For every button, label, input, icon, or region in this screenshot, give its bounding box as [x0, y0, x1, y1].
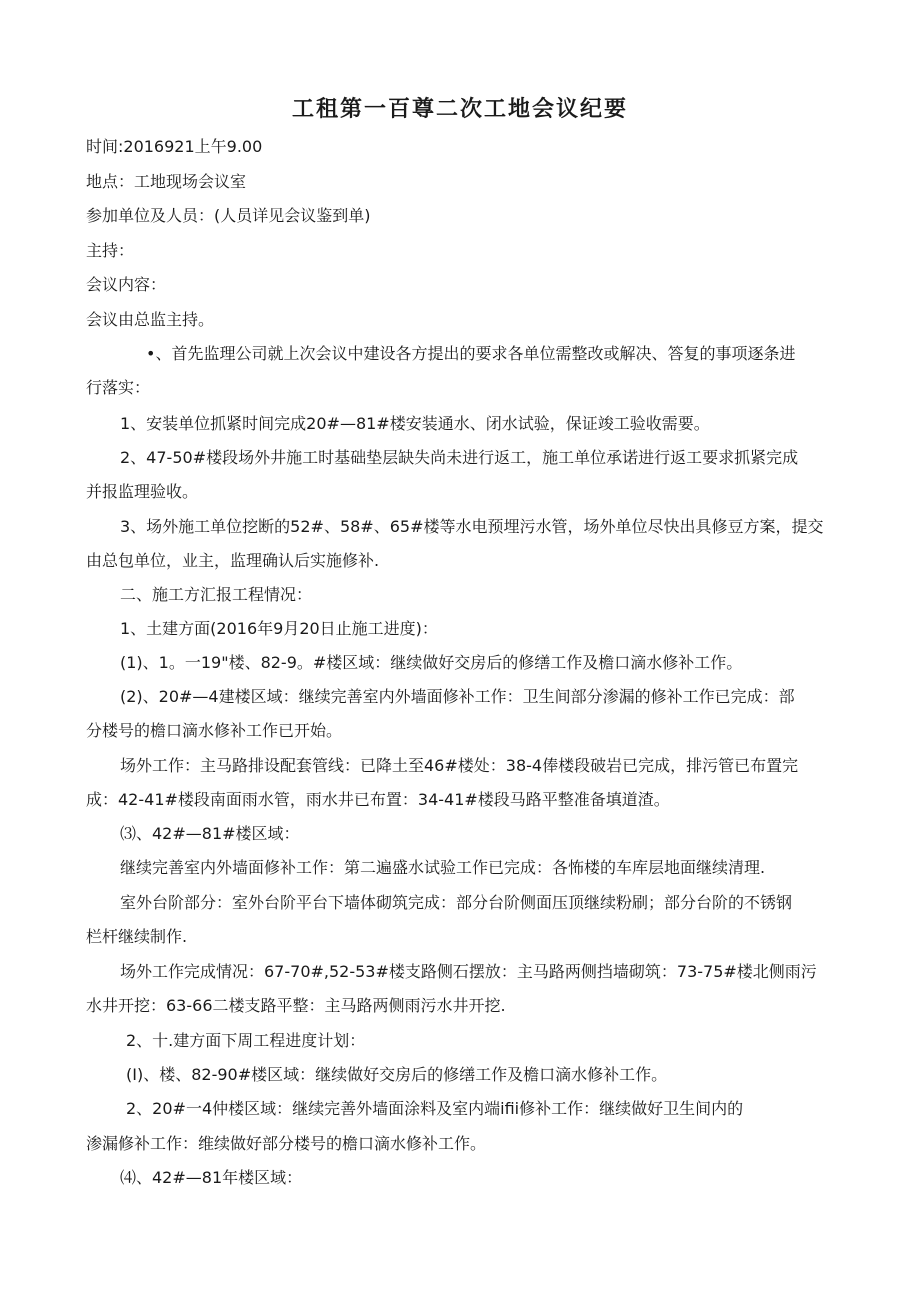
- body-line: (I)、楼、82-90#楼区域：继续做好交房后的修缮工作及檐口滴水修补工作。: [126, 1065, 668, 1084]
- body-line: 栏杆继续制作.: [86, 927, 188, 946]
- body-line: 成：42-41#楼段南面雨水管，雨水井已布置：34-41#楼段马路平整准备填道渣。: [86, 790, 670, 809]
- body-line: 分楼号的檐口滴水修补工作已开始。: [86, 721, 343, 740]
- body-line: 二、施工方汇报工程情况：: [120, 585, 313, 604]
- body-line: 场外工作：主马路排设配套管线：已降土至46#楼处：38-4俸楼段破岩已完成，排污管已布置完: [120, 756, 799, 775]
- chaired-by: 会议由总监主持。: [86, 310, 215, 329]
- content-heading: 会议内容：: [86, 275, 167, 294]
- body-line: 1、土建方面(2016年9月20日止施工进度)：: [120, 619, 438, 638]
- body-line: 1、安装单位抓紧时间完成20#—81#楼安装通水、闭水试验，保证竣工验收需要。: [120, 414, 710, 433]
- document-title: 工租第一百尊二次工地会议纪要: [291, 96, 628, 122]
- meeting-host: 主持：: [86, 241, 135, 260]
- body-line: ⑶、42#—81#楼区域：: [120, 824, 300, 843]
- body-line: ⑷、42#—81年楼区域：: [120, 1168, 303, 1187]
- body-line: 由总包单位，业主，监理确认后实施修补.: [86, 551, 380, 570]
- body-line: (1)、1。一19"楼、82-9。#楼区域：继续做好交房后的修缮工作及檐口滴水修补工作。: [120, 653, 743, 672]
- body-line: 2、20#一4仲楼区域：继续完善外墙面涂料及室内端ifii修补工作：继续做好卫生间内的: [126, 1099, 744, 1118]
- body-line: (2)、20#—4建楼区域：继续完善室内外墙面修补工作：卫生间部分渗漏的修补工作已完成：部: [120, 687, 795, 706]
- body-line: 并报监理验收。: [86, 482, 199, 501]
- body-line: 2、十.建方面下周工程进度计划：: [126, 1031, 366, 1050]
- body-line: 水井开挖：63-66二楼支路平整：主马路两侧雨污水井开挖.: [86, 996, 506, 1015]
- body-line: •、首先监理公司就上次会议中建设各方提出的要求各单位需整改或解决、答复的事项逐条进: [146, 344, 796, 363]
- body-line: 2、47-50#楼段场外井施工时基础垫层缺失尚未进行返工，施工单位承诺进行返工要求抓紧完成: [120, 448, 799, 467]
- meeting-time: 时间:2016921上午9.00: [86, 137, 263, 156]
- body-line: 继续完善室内外墙面修补工作：第二遍盛水试验工作已完成：各怖楼的车库层地面继续清理.: [120, 858, 766, 877]
- body-line: 3、场外施工单位挖断的52#、58#、65#楼等水电预埋污水管，场外单位尽快出具修豆方案，提交: [120, 517, 824, 536]
- body-line: 渗漏修补工作：维续做好部分楼号的檐口滴水修补工作。: [86, 1134, 487, 1153]
- body-line: 室外台阶部分：室外台阶平台下墙体砌筑完成：部分台阶侧面压顶继续粉刷；部分台阶的不锈钢: [120, 893, 793, 912]
- meeting-location: 地点：工地现场会议室: [86, 172, 247, 191]
- body-line: 行落实：: [86, 378, 151, 397]
- body-line: 场外工作完成情况：67-70#,52-53#楼支路侧石摆放：主马路两侧挡墙砌筑：73-75#楼北侧雨污: [120, 962, 817, 981]
- meeting-attendees: 参加单位及人员：(人员详见会议鉴到单): [86, 206, 371, 225]
